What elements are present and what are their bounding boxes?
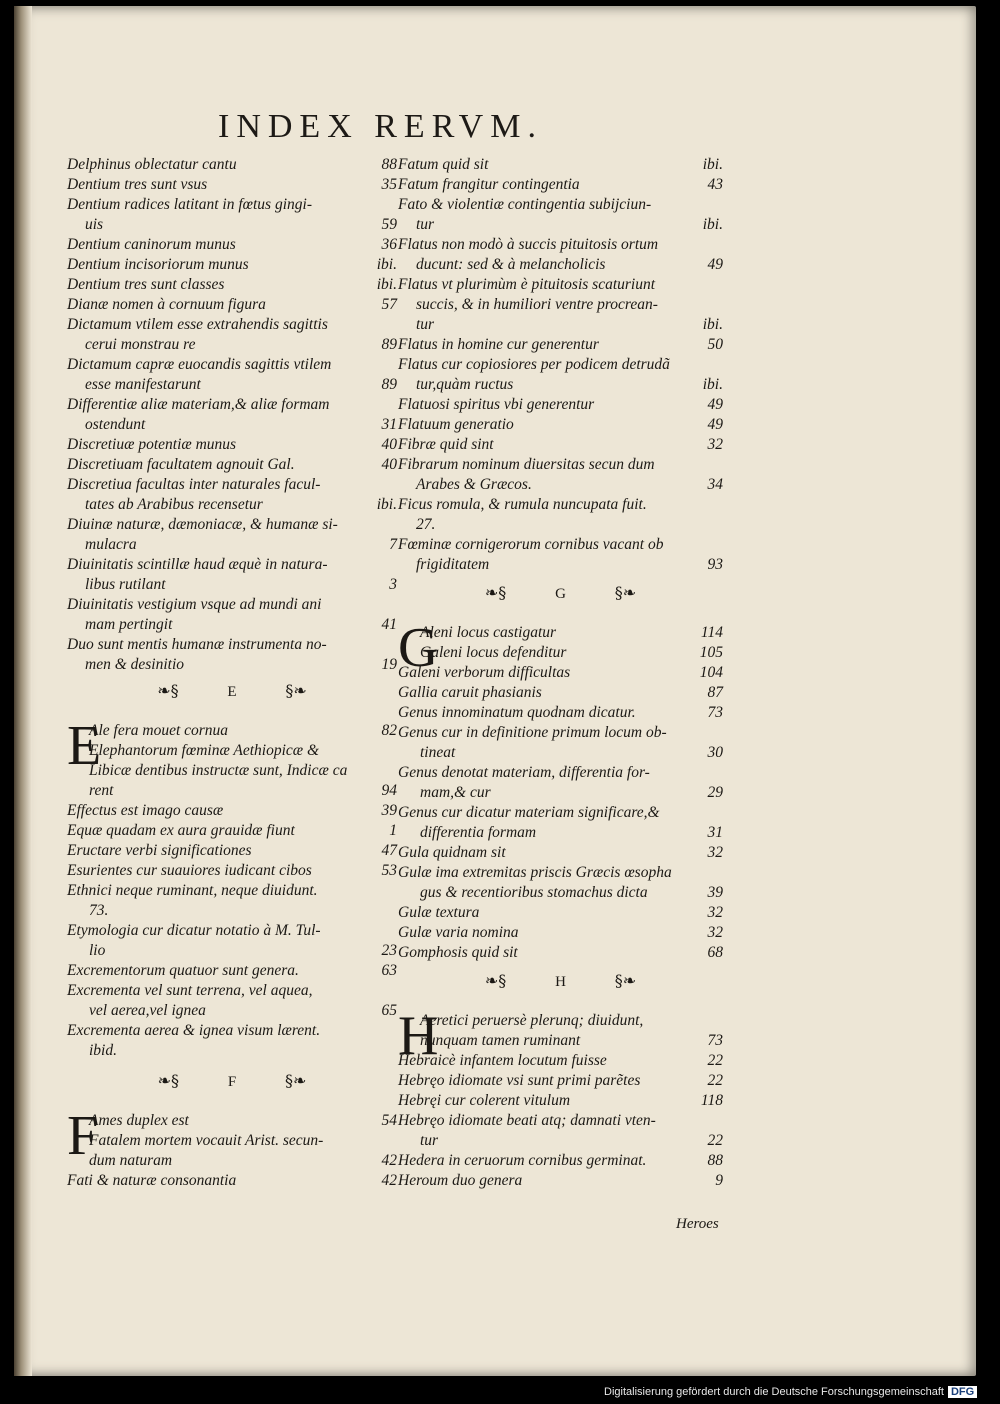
entry-page-ref: 22 [707,1072,723,1089]
index-list-h [398,1005,723,1191]
entry-text: Effectus est imago causæ [67,802,224,819]
index-entry [67,475,397,515]
entry-page-ref: 42 [381,1152,397,1169]
page-title: INDEX RERVM. [218,108,543,145]
section-header-h [398,971,723,1011]
entry-page-ref: 43 [707,176,723,193]
index-entry [67,455,397,475]
entry-text: Genus innominatum quodnam dicatur. [398,704,636,721]
index-entry [398,235,723,275]
entry-continuation: Arabes & Græcos. [416,476,532,493]
entry-page-ref: 32 [707,436,723,453]
index-entry [67,741,397,801]
index-entry [398,335,723,355]
entry-text: Dictamum capræ euocandis sagittis vtilem [67,356,332,373]
footer-credit [604,1386,977,1398]
index-entry [67,555,397,595]
entry-continuation: ibid. [89,1042,117,1059]
entry-page-ref: 31 [707,824,723,841]
index-entry [398,535,723,575]
entry-text: Galeni locus defenditur [420,644,567,661]
section-g-block [398,617,723,963]
entry-page-ref: ibi. [376,256,397,273]
entry-text: Gallia caruit phasianis [398,684,542,701]
entry-continuation: tur,quàm ructus [416,376,514,393]
entry-text: Genus cur in definitione primum locum ob- [398,724,667,741]
entry-text: Eructare verbi significationes [67,842,252,859]
entry-page-ref: 22 [707,1132,723,1149]
index-entry [398,643,723,663]
index-entry [67,961,397,981]
entry-page-ref: 23 [381,942,397,959]
entry-page-ref: 68 [707,944,723,961]
index-entry [67,821,397,841]
index-entry [67,861,397,881]
index-entry [398,435,723,455]
index-entry [398,663,723,683]
entry-text: Flatus cur copiosiores per podicem detrudã [398,356,670,373]
index-entry [398,355,723,395]
index-entry [67,595,397,635]
entry-text: Aeretici peruersè plerunq; diuidunt, [420,1012,644,1029]
index-entry [398,495,723,535]
entry-text: Dentium incisoriorum munus [67,256,249,273]
entry-page-ref: 3 [389,576,397,593]
entry-page-ref: 32 [707,904,723,921]
entry-page-ref: 89 [381,336,397,353]
entry-page-ref: 53 [381,862,397,879]
entry-page-ref: 59 [381,216,397,233]
section-header-e [67,681,397,721]
entry-page-ref: 29 [707,784,723,801]
entry-text: Gula quidnam sit [398,844,506,861]
entry-page-ref: ibi. [702,156,723,173]
entry-text: Ames duplex est [89,1112,189,1129]
entry-page-ref: ibi. [702,316,723,333]
entry-continuation: cerui monstrau re [85,336,196,353]
entry-continuation: differentia formam [420,824,537,841]
entry-page-ref: 47 [381,842,397,859]
entry-text: Hebraicè infantem locutum fuisse [398,1052,607,1069]
entry-text: Gomphosis quid sit [398,944,518,961]
index-entry [67,255,397,275]
entry-text: Dianæ nomen à cornuum figura [67,296,266,313]
index-entry [398,395,723,415]
entry-continuation: men & desinitio [85,656,185,673]
section-header-f [67,1071,397,1111]
entry-page-ref: 105 [699,644,723,661]
fleuron-left-icon: ❧§ [157,1071,180,1090]
section-letter: H [555,974,566,990]
entry-page-ref: 114 [700,624,723,641]
index-entry [398,1051,723,1071]
index-entry [398,1071,723,1091]
entry-text: Gulæ varia nomina [398,924,519,941]
index-entry [67,1111,397,1131]
entry-text: Genus denotat materiam, differentia for- [398,764,650,781]
fleuron-right-icon: §❧ [614,583,637,602]
index-entry [398,455,723,495]
entry-text: Hedera in ceruorum cornibus germinat. [398,1152,647,1169]
index-entry [67,355,397,395]
index-entry [67,395,397,435]
index-entry [67,515,397,555]
entry-text: Duo sunt mentis humanæ instrumenta no- [67,636,327,653]
entry-text: Diuinæ naturæ, dæmoniacæ, & humanæ si- [67,516,338,533]
index-entry [398,175,723,195]
section-e-block [67,715,397,1061]
index-entry [398,763,723,803]
entry-page-ref: 31 [381,416,397,433]
index-entry [67,175,397,195]
entry-text: Fatalem mortem vocauit Arist. secun- [89,1132,324,1149]
entry-continuation: tur [416,316,435,333]
entry-text: Flatus non modò à succis pituitosis ortum [398,236,659,253]
entry-continuation: tineat [420,744,456,761]
entry-page-ref: 88 [707,1152,723,1169]
entry-text: Diuinitatis scintillæ haud æquè in natura- [67,556,328,573]
entry-text: Fibrarum nominum diuersitas secun dum [398,456,655,473]
entry-page-ref: 42 [381,1172,397,1189]
index-entry [398,275,723,335]
drop-cap-g: G [398,617,439,679]
index-entry [398,1011,723,1051]
entry-text: Heroum duo genera [398,1172,523,1189]
entry-text: Genus cur dicatur materiam significare,& [398,804,660,821]
entry-page-ref: 87 [707,684,723,701]
index-entry [67,195,397,235]
footer-text: Digitalisierung gefördert durch die Deutsche Forschungsgemeinschaft [604,1386,944,1398]
entry-text: Excrementa aerea & ignea visum lærent. [67,1022,321,1039]
entry-page-ref: 49 [707,256,723,273]
entry-page-ref: 32 [707,924,723,941]
entry-text: Discretiuæ potentiæ munus [67,436,237,453]
entry-page-ref: 1 [389,822,397,839]
entry-page-ref: 34 [707,476,723,493]
index-entry [398,415,723,435]
section-letter: F [227,1074,237,1090]
entry-text: Excrementorum quatuor sunt genera. [67,962,299,979]
index-entry [67,1131,397,1171]
entry-text: Excrementa vel sunt terrena, vel aquea, [67,982,313,999]
entry-continuation: nunquam tamen ruminant [420,1032,581,1049]
entry-page-ref: 35 [381,176,397,193]
index-entry [398,1091,723,1111]
index-list-f [67,1105,397,1191]
entry-continuation: ducunt: sed & à melancholicis [416,256,606,273]
entry-text: Fœminæ cornigerorum cornibus vacant ob [398,536,664,553]
section-header-g [398,583,723,623]
entry-page-ref: ibi. [702,216,723,233]
entry-continuation: libus rutilant [85,576,166,593]
entry-text: Hebręo idiomate beati atq; damnati vten- [398,1112,656,1129]
entry-text: Ficus romula, & rumula nuncupata fuit. [398,496,647,513]
entry-text: Dentium radices latitant in fœtus gingi- [67,196,312,213]
entry-text: Ethnici neque ruminant, neque diuidunt. [67,882,318,899]
entry-continuation: esse manifestarunt [85,376,201,393]
fleuron-right-icon: §❧ [284,1071,307,1090]
entry-page-ref: 54 [381,1112,397,1129]
entry-text: Flatuum generatio [398,416,514,433]
section-letter: G [555,586,566,602]
entry-text: Dentium caninorum munus [67,236,236,253]
index-entry [398,923,723,943]
entry-text: Gulæ ima extremitas priscis Græcis œsopha [398,864,672,881]
index-entry [67,881,397,921]
index-entry [398,723,723,763]
entry-text: Dentium tres sunt vsus [67,176,208,193]
entry-text: Dictamum vtilem esse extrahendis sagittis [67,316,328,333]
index-entry [67,155,397,175]
catchword: Heroes [676,1216,719,1232]
dfg-logo: DFG [948,1386,977,1398]
fleuron-left-icon: ❧§ [484,971,507,990]
index-list-d [67,155,397,675]
index-entry [398,155,723,175]
section-letter: E [227,684,237,700]
index-entry [398,683,723,703]
entry-page-ref: 40 [381,436,397,453]
entry-page-ref: 88 [381,156,397,173]
section-h-block [398,1005,723,1191]
entry-page-ref: 39 [381,802,397,819]
entry-text: Flatus in homine cur generentur [398,336,599,353]
index-list-g [398,617,723,963]
index-entry [398,863,723,903]
index-entry [67,235,397,255]
entry-text: Gulæ textura [398,904,480,921]
index-entry [398,623,723,643]
fleuron-left-icon: ❧§ [157,681,179,700]
index-entry [67,275,397,295]
index-entry [398,195,723,235]
entry-continuation: vel aerea,vel ignea [89,1002,206,1019]
entry-text: Fatum quid sit [398,156,489,173]
entry-page-ref: ibi. [702,376,723,393]
entry-text: Fati & naturæ consonantia [67,1172,237,1189]
entry-page-ref: 32 [707,844,723,861]
entry-continuation: mam,& cur [420,784,491,801]
entry-page-ref: 73 [707,1032,723,1049]
index-entry [67,1171,397,1191]
entry-page-ref: 49 [707,396,723,413]
index-entry [67,295,397,315]
entry-page-ref: 63 [381,962,397,979]
index-entry [67,921,397,961]
entry-text: Flatus vt plurimùm è pituitosis scaturiunt [398,276,656,293]
entry-page-ref: 7 [389,536,397,553]
entry-text: Differentiæ aliæ materiam,& aliæ formam [67,396,330,413]
entry-text: Fibræ quid sint [398,436,494,453]
entry-text: Etymologia cur dicatur notatio à M. Tul- [67,922,321,939]
index-entry [398,1151,723,1171]
entry-continuation: ostendunt [85,416,146,433]
entry-continuation: 73. [89,902,109,919]
entry-page-ref: 36 [381,236,397,253]
entry-text: Delphinus oblectatur cantu [67,156,237,173]
left-column [67,155,397,1191]
entry-page-ref: 22 [707,1052,723,1069]
entry-continuation: mulacra [85,536,137,553]
index-entry [67,841,397,861]
entry-continuation: tur [420,1132,439,1149]
page-gutter-shadow [14,6,32,1376]
entry-text: Ale fera mouet cornua [89,722,229,739]
entry-text: Hebręi cur colerent vitulum [398,1092,571,1109]
drop-cap-e: E [67,715,102,777]
entry-page-ref: 118 [700,1092,723,1109]
entry-continuation: succis, & in humiliori ventre procrean- [416,296,658,313]
entry-text: Elephantorum fœminæ Aethiopicæ & [89,742,320,759]
entry-text: Discretiuam facultatem agnouit Gal. [67,456,295,473]
entry-text: Equæ quadam ex aura grauidæ fiunt [67,822,295,839]
entry-page-ref: 94 [381,782,397,799]
fleuron-left-icon: ❧§ [484,583,507,602]
entry-page-ref: 39 [707,884,723,901]
fleuron-right-icon: §❧ [285,681,307,700]
entry-page-ref: 9 [715,1172,723,1189]
index-entry [67,721,397,741]
index-entry [398,1171,723,1191]
entry-text: Aleni locus castigatur [420,624,557,641]
entry-page-ref: ibi. [376,276,397,293]
entry-text: Diuinitatis vestigium vsque ad mundi ani [67,596,322,613]
entry-page-ref: 104 [699,664,723,681]
index-entry [398,1111,723,1151]
index-entry [67,435,397,455]
entry-continuation: tur [416,216,435,233]
entry-continuation: gus & recentioribus stomachus dicta [420,884,648,901]
entry-page-ref: 73 [707,704,723,721]
right-column [398,155,723,1191]
entry-page-ref: 50 [707,336,723,353]
index-list-e [67,715,397,1061]
entry-page-ref: 49 [707,416,723,433]
entry-continuation: rent [89,782,114,799]
entry-page-ref: 89 [381,376,397,393]
entry-page-ref: 93 [707,556,723,573]
entry-continuation: mam pertingit [85,616,173,633]
index-entry [67,1021,397,1061]
index-entry [67,315,397,355]
fleuron-right-icon: §❧ [614,971,637,990]
section-f-block [67,1105,397,1191]
entry-page-ref: ibi. [376,496,397,513]
entry-continuation: 27. [416,516,436,533]
index-entry [67,635,397,675]
entry-page-ref: 19 [381,656,397,673]
entry-continuation: tates ab Arabibus recensetur [85,496,263,513]
index-entry [67,981,397,1021]
entry-text: Flatuosi spiritus vbi generentur [398,396,595,413]
entry-page-ref: 82 [381,722,397,739]
entry-continuation: lio [89,942,106,959]
entry-continuation: Libicæ dentibus instructæ sunt, Indicæ ca [89,762,348,779]
entry-page-ref: 57 [381,296,397,313]
index-entry [398,843,723,863]
entry-text: Esurientes cur suauiores iudicant cibos [67,862,312,879]
entry-text: Galeni verborum difficultas [398,664,571,681]
index-entry [398,703,723,723]
index-entry [398,903,723,923]
entry-text: Fatum frangitur contingentia [398,176,580,193]
entry-continuation: dum naturam [89,1152,173,1169]
entry-text: Dentium tres sunt classes [67,276,225,293]
drop-cap-h: H [398,1005,439,1067]
entry-page-ref: 65 [381,1002,397,1019]
index-entry [398,803,723,843]
entry-text: Discretiua facultas inter naturales facul- [67,476,321,493]
entry-page-ref: 40 [381,456,397,473]
index-entry [67,801,397,821]
drop-cap-f: F [67,1105,99,1167]
entry-page-ref: 41 [381,616,397,633]
index-list-f-continued [398,155,723,575]
entry-page-ref: 30 [707,744,723,761]
entry-text: Fato & violentiæ contingentia subijciun- [398,196,652,213]
index-entry [398,943,723,963]
entry-text: Hebręo idiomate vsi sunt primi parẽtes [398,1072,641,1089]
entry-continuation: frigiditatem [416,556,490,573]
entry-continuation: uis [85,216,104,233]
